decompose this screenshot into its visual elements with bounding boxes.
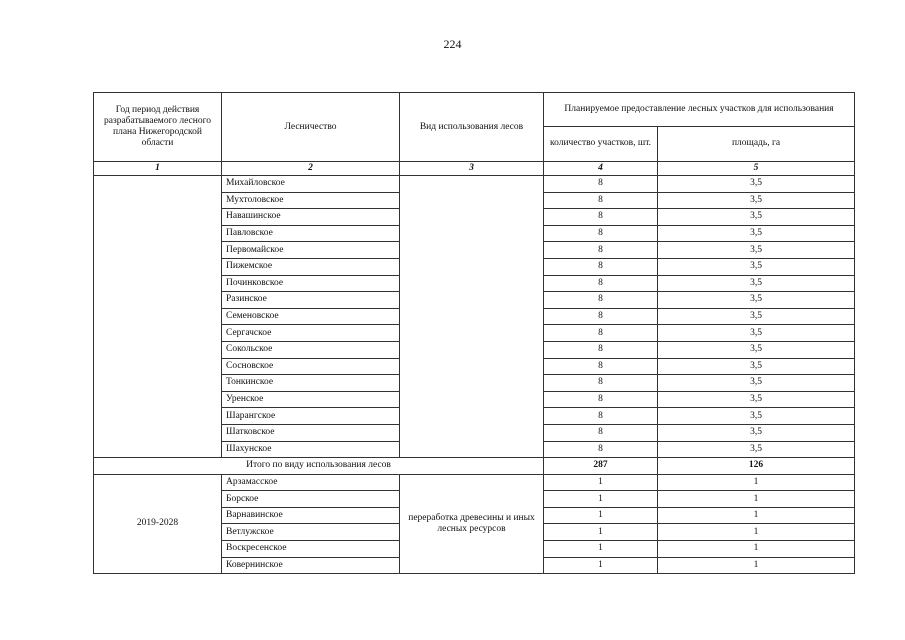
forestry-cell: Борское <box>222 491 400 508</box>
plot-count-cell: 8 <box>544 308 658 325</box>
forestry-cell: Шатковское <box>222 424 400 441</box>
plot-count-cell: 1 <box>544 491 658 508</box>
plot-count-cell: 8 <box>544 424 658 441</box>
forestry-cell: Навашинское <box>222 209 400 226</box>
plot-count-cell: 8 <box>544 192 658 209</box>
plot-count-cell: 1 <box>544 541 658 558</box>
plot-count-cell: 8 <box>544 258 658 275</box>
forestry-cell: Уренское <box>222 391 400 408</box>
use-type-cell-empty <box>400 176 544 458</box>
area-cell: 3,5 <box>658 408 855 425</box>
forestry-cell: Михайловское <box>222 176 400 193</box>
forestry-cell: Семеновское <box>222 308 400 325</box>
forestry-cell: Арзамасское <box>222 474 400 491</box>
forestry-cell: Пижемское <box>222 258 400 275</box>
area-cell: 3,5 <box>658 258 855 275</box>
area-cell: 3,5 <box>658 225 855 242</box>
forestry-cell: Шарангское <box>222 408 400 425</box>
area-cell: 3,5 <box>658 176 855 193</box>
plot-count-cell: 1 <box>544 524 658 541</box>
plot-count-cell: 8 <box>544 275 658 292</box>
page-number: 224 <box>443 37 462 51</box>
total-count: 287 <box>544 458 658 475</box>
area-cell: 1 <box>658 524 855 541</box>
area-cell: 1 <box>658 474 855 491</box>
column-number: 5 <box>658 162 855 176</box>
plot-count-cell: 8 <box>544 358 658 375</box>
total-area: 126 <box>658 458 855 475</box>
forestry-cell: Сокольское <box>222 341 400 358</box>
area-cell: 1 <box>658 541 855 558</box>
plot-count-cell: 8 <box>544 225 658 242</box>
area-cell: 3,5 <box>658 424 855 441</box>
plot-count-cell: 8 <box>544 292 658 309</box>
header-use-type: Вид использования лесов <box>400 93 544 162</box>
forestry-cell: Шахунское <box>222 441 400 458</box>
area-cell: 3,5 <box>658 275 855 292</box>
header-plot-count: количество участков, шт. <box>544 126 658 161</box>
plot-count-cell: 1 <box>544 557 658 574</box>
column-number: 3 <box>400 162 544 176</box>
plot-count-cell: 8 <box>544 408 658 425</box>
forestry-cell: Сосновское <box>222 358 400 375</box>
area-cell: 1 <box>658 507 855 524</box>
plot-count-cell: 8 <box>544 209 658 226</box>
plot-count-cell: 8 <box>544 441 658 458</box>
use-type-cell: переработка древесины и иных лесных ресурсов <box>400 474 544 574</box>
area-cell: 3,5 <box>658 341 855 358</box>
area-cell: 3,5 <box>658 391 855 408</box>
period-cell: 2019-2028 <box>94 474 222 574</box>
header-period: Год период действия разрабатываемого лесного плана Нижегородской области <box>94 93 222 162</box>
area-cell: 1 <box>658 491 855 508</box>
forestry-cell: Первомайское <box>222 242 400 259</box>
forestry-cell: Тонкинское <box>222 375 400 392</box>
period-cell-empty <box>94 176 222 458</box>
header-area: площадь, га <box>658 126 855 161</box>
total-row <box>94 458 855 475</box>
column-number: 2 <box>222 162 400 176</box>
area-cell: 3,5 <box>658 325 855 342</box>
area-cell: 3,5 <box>658 242 855 259</box>
plot-count-cell: 8 <box>544 242 658 259</box>
forestry-cell: Ковернинское <box>222 557 400 574</box>
area-cell: 3,5 <box>658 192 855 209</box>
area-cell: 3,5 <box>658 292 855 309</box>
column-number-row <box>94 162 855 176</box>
forestry-cell: Ветлужское <box>222 524 400 541</box>
forestry-cell: Мухтоловское <box>222 192 400 209</box>
forestry-cell: Сергачское <box>222 325 400 342</box>
plot-count-cell: 8 <box>544 391 658 408</box>
plot-count-cell: 8 <box>544 341 658 358</box>
header-planned-provision: Планируемое предоставление лесных участков для использования <box>544 93 855 127</box>
area-cell: 3,5 <box>658 375 855 392</box>
column-number: 1 <box>94 162 222 176</box>
plot-count-cell: 1 <box>544 474 658 491</box>
plot-count-cell: 8 <box>544 176 658 193</box>
header-row-top <box>94 93 855 127</box>
plot-count-cell: 1 <box>544 507 658 524</box>
area-cell: 3,5 <box>658 308 855 325</box>
forestry-cell: Воскресенское <box>222 541 400 558</box>
table-row <box>94 176 855 193</box>
forestry-cell: Павловское <box>222 225 400 242</box>
area-cell: 3,5 <box>658 441 855 458</box>
plot-count-cell: 8 <box>544 375 658 392</box>
table-row <box>94 474 855 491</box>
area-cell: 3,5 <box>658 358 855 375</box>
forestry-cell: Разинское <box>222 292 400 309</box>
header-forestry: Лесничество <box>222 93 400 162</box>
plot-count-cell: 8 <box>544 325 658 342</box>
forestry-cell: Варнавинское <box>222 507 400 524</box>
area-cell: 3,5 <box>658 209 855 226</box>
forestry-cell: Починковское <box>222 275 400 292</box>
forest-plots-table <box>93 92 855 574</box>
area-cell: 1 <box>658 557 855 574</box>
total-label: Итого по виду использования лесов <box>94 458 544 475</box>
column-number: 4 <box>544 162 658 176</box>
